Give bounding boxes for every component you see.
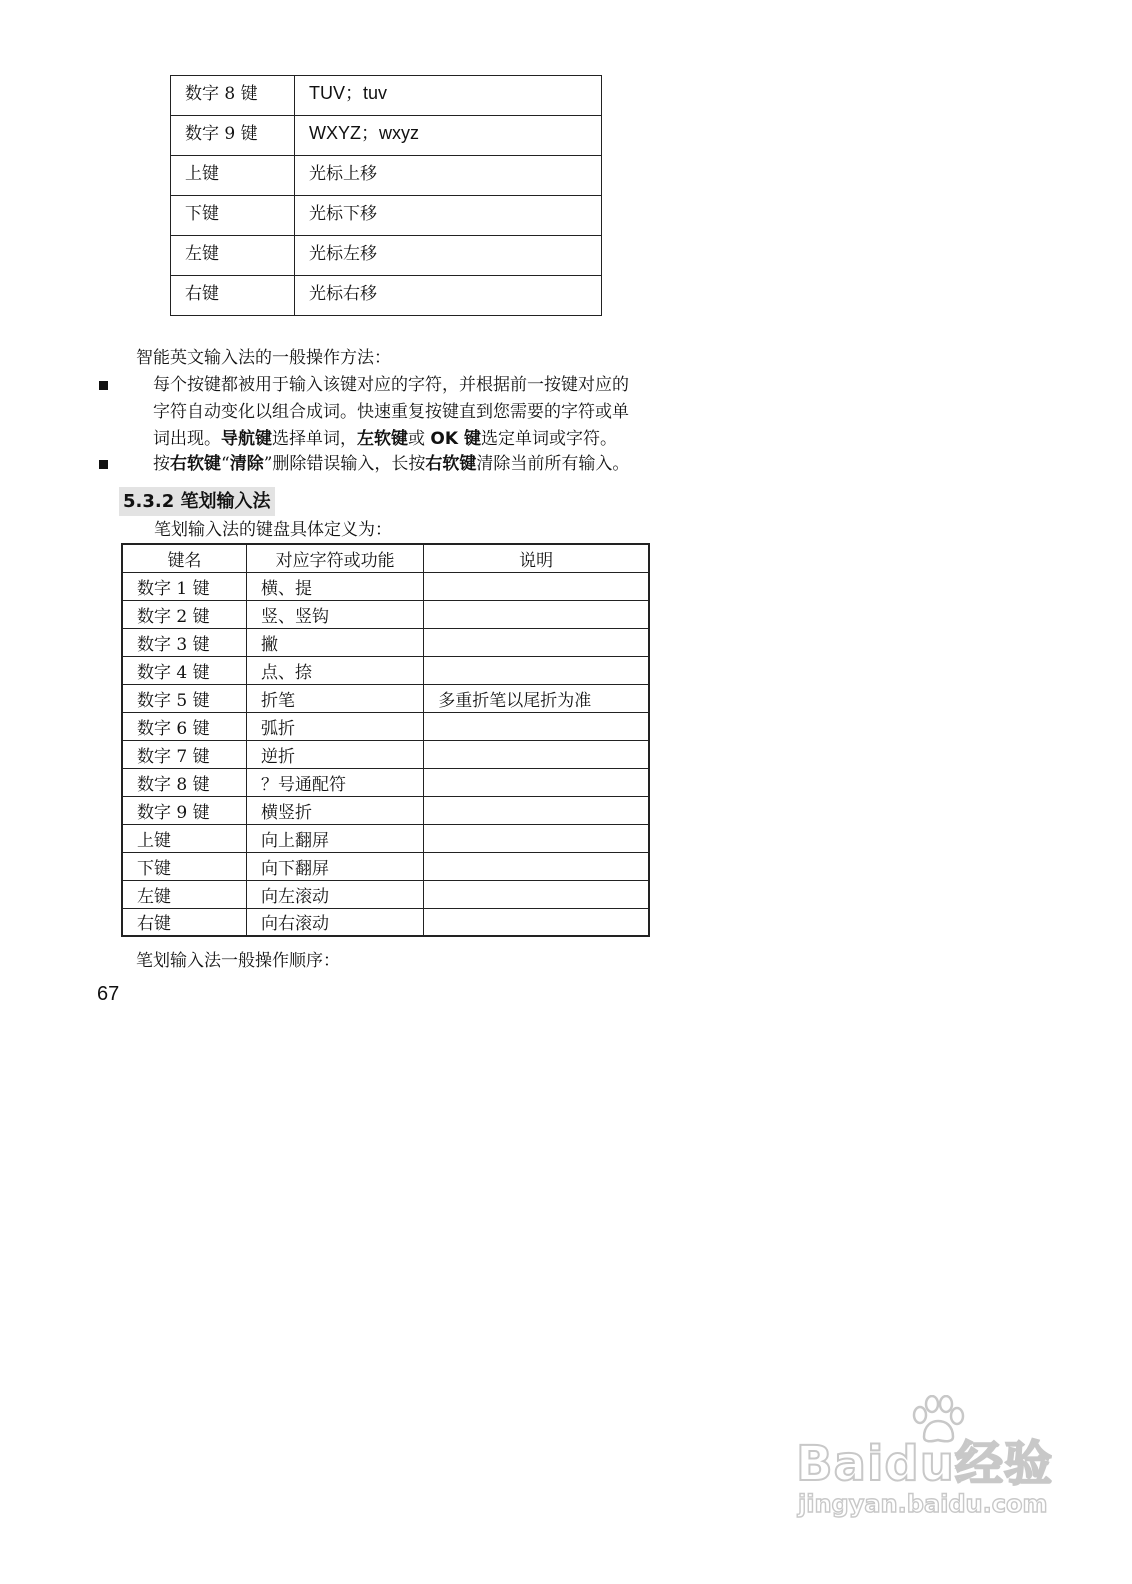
- key-name-cell: 左键: [122, 880, 247, 908]
- column-header-note: 说明: [424, 544, 649, 572]
- table-row: [171, 276, 602, 316]
- column-header-key: 键名: [122, 544, 247, 572]
- key-name-cell: 数字 8 键: [122, 768, 247, 796]
- key-name-cell: 下键: [122, 852, 247, 880]
- function-cell: 向左滚动: [247, 880, 424, 908]
- table-row: [122, 852, 649, 880]
- function-cell: 竖、竖钩: [247, 600, 424, 628]
- text-run: 选择单词，: [272, 429, 357, 449]
- function-cell: 横竖折: [247, 796, 424, 824]
- function-cell: 向下翻屏: [247, 852, 424, 880]
- table-row: [122, 656, 649, 684]
- note-cell: 多重折笔以尾折为准: [424, 684, 649, 712]
- key-name-cell: 数字 9 键: [122, 796, 247, 824]
- function-cell: 逆折: [247, 740, 424, 768]
- key-name-cell: 右键: [122, 908, 247, 936]
- note-cell: [424, 740, 649, 768]
- function-cell: 横、提: [247, 572, 424, 600]
- table-row: [122, 712, 649, 740]
- key-mapping-table-continued: [170, 75, 602, 316]
- key-name-cell: 数字 3 键: [122, 628, 247, 656]
- stroke-key-table: [121, 543, 650, 937]
- note-cell: [424, 824, 649, 852]
- key-value-cell: WXYZ；wxyz: [295, 116, 602, 156]
- left-soft-key-term: 左软键: [357, 429, 408, 449]
- note-cell: [424, 712, 649, 740]
- key-value-cell: TUV；tuv: [295, 76, 602, 116]
- text-run: “: [221, 454, 230, 474]
- key-name-cell: 数字 9 键: [171, 116, 295, 156]
- key-mapping-table-body: [171, 76, 602, 316]
- stroke-usage-intro: 笔划输入法一般操作顺序：: [136, 951, 340, 971]
- nav-key-term: 导航键: [221, 429, 272, 449]
- bullet-item-clear: [153, 451, 683, 478]
- stroke-key-table-body: [122, 572, 649, 936]
- note-cell: [424, 600, 649, 628]
- text-run: 选定单词或字符。: [480, 429, 617, 449]
- bullet-square-icon: [99, 460, 108, 469]
- key-name-cell: 数字 1 键: [122, 572, 247, 600]
- function-cell: 撇: [247, 628, 424, 656]
- section-heading: 5.3.2 笔划输入法: [119, 487, 275, 516]
- text-run: ”删除错误输入，长按: [263, 454, 426, 474]
- smart-english-intro: 智能英文输入法的一般操作方法：: [136, 348, 391, 368]
- table-row: [122, 824, 649, 852]
- note-cell: [424, 852, 649, 880]
- text-run: 按: [153, 454, 170, 474]
- table-row: [122, 908, 649, 936]
- key-name-cell: 数字 4 键: [122, 656, 247, 684]
- key-name-cell: 数字 5 键: [122, 684, 247, 712]
- note-cell: [424, 908, 649, 936]
- key-name-cell: 数字 2 键: [122, 600, 247, 628]
- table-row: [171, 76, 602, 116]
- function-cell: 弧折: [247, 712, 424, 740]
- watermark-url: jingyan.baidu.com: [798, 1490, 1048, 1518]
- key-name-cell: 上键: [171, 156, 295, 196]
- table-row: [122, 572, 649, 600]
- function-cell: 向上翻屏: [247, 824, 424, 852]
- function-cell: 点、捺: [247, 656, 424, 684]
- bullet-line: 字符自动变化以组合成词。快速重复按键直到您需要的字符或单: [153, 402, 629, 422]
- table-row: [171, 156, 602, 196]
- note-cell: [424, 572, 649, 600]
- bullet-square-icon: [99, 381, 108, 390]
- note-cell: [424, 796, 649, 824]
- key-name-cell: 数字 7 键: [122, 740, 247, 768]
- table-row: [171, 116, 602, 156]
- table-row: [122, 740, 649, 768]
- text-run: 词出现。: [153, 429, 221, 449]
- bullet-line: [153, 426, 683, 453]
- key-value-cell: 光标上移: [295, 156, 602, 196]
- key-value-cell: 光标右移: [295, 276, 602, 316]
- bullet-item-key-usage: [153, 372, 683, 453]
- right-soft-key-term: 右软键: [425, 454, 477, 474]
- key-value-cell: 光标下移: [295, 196, 602, 236]
- table-header-row: [122, 544, 649, 572]
- table-row: [122, 768, 649, 796]
- note-cell: [424, 656, 649, 684]
- function-cell: ？号通配符: [247, 768, 424, 796]
- note-cell: [424, 768, 649, 796]
- key-name-cell: 数字 6 键: [122, 712, 247, 740]
- table-row: [122, 796, 649, 824]
- baidu-watermark: [790, 1395, 1060, 1530]
- column-header-function: 对应字符或功能: [247, 544, 424, 572]
- key-value-cell: 光标左移: [295, 236, 602, 276]
- right-soft-key-term: 右软键: [170, 454, 221, 474]
- key-name-cell: 上键: [122, 824, 247, 852]
- function-cell: 折笔: [247, 684, 424, 712]
- table-row: [171, 236, 602, 276]
- key-name-cell: 左键: [171, 236, 295, 276]
- table-row: [122, 628, 649, 656]
- note-cell: [424, 628, 649, 656]
- watermark-brand: Baidu经验: [796, 1436, 1053, 1492]
- key-name-cell: 右键: [171, 276, 295, 316]
- clear-term: 清除: [229, 454, 264, 474]
- table-row: [122, 684, 649, 712]
- function-cell: 向右滚动: [247, 908, 424, 936]
- bullet-line: 每个按键都被用于输入该键对应的字符，并根据前一按键对应的: [153, 375, 629, 395]
- ok-key-term: OK 键: [430, 429, 481, 449]
- text-run: 或: [408, 429, 431, 449]
- key-name-cell: 数字 8 键: [171, 76, 295, 116]
- table-row: [122, 600, 649, 628]
- table-row: [122, 880, 649, 908]
- key-name-cell: 下键: [171, 196, 295, 236]
- page-number: 67: [97, 983, 120, 1005]
- text-run: 清除当前所有输入。: [476, 454, 630, 474]
- table-row: [171, 196, 602, 236]
- stroke-table-intro: 笔划输入法的键盘具体定义为：: [154, 520, 392, 540]
- note-cell: [424, 880, 649, 908]
